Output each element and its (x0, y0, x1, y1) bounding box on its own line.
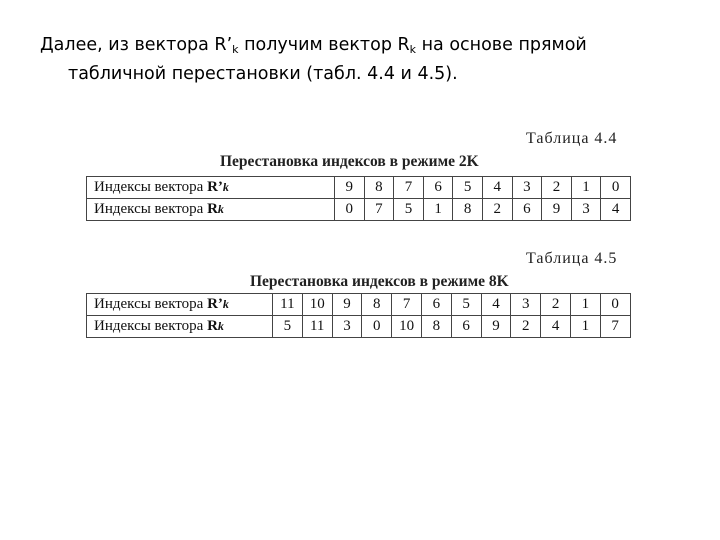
table-cell: 7 (394, 177, 424, 199)
intro-line-2: табличной перестановки (табл. 4.4 и 4.5). (68, 64, 458, 84)
table-cell: 2 (542, 177, 572, 199)
table-cell: 1 (570, 294, 600, 316)
table-cell: 6 (423, 177, 453, 199)
table-4-4-title: Перестановка индексов в режиме 2K (220, 153, 479, 170)
table-cell: 5 (394, 199, 424, 221)
row-label-symbol: R (207, 201, 218, 217)
row-label (87, 199, 335, 221)
intro-line-1 (40, 33, 680, 62)
table-row (87, 294, 631, 316)
table-cell: 3 (512, 177, 542, 199)
table-cell: 2 (511, 316, 541, 338)
row-label (87, 177, 335, 199)
table-4-4-caption: Таблица 4.4 (526, 130, 618, 147)
table-cell: 4 (601, 199, 631, 221)
table-4-5-caption: Таблица 4.5 (526, 250, 618, 267)
intro-text: Далее, из вектора R’ (40, 35, 233, 55)
row-label-symbol: R’ (207, 179, 223, 195)
table-cell: 3 (571, 199, 601, 221)
row-label-subscript: k (222, 297, 229, 311)
table-cell: 11 (302, 316, 332, 338)
table-cell: 3 (332, 316, 362, 338)
table-cell: 8 (421, 316, 451, 338)
table-cell: 3 (511, 294, 541, 316)
row-label (87, 316, 273, 338)
table-row (87, 177, 631, 199)
row-label-symbol: R’ (207, 296, 223, 312)
table-cell: 11 (273, 294, 303, 316)
table-cell: 7 (600, 316, 630, 338)
table-row (87, 316, 631, 338)
row-label-symbol: R (207, 318, 218, 334)
table-cell: 7 (392, 294, 422, 316)
intro-text: на основе прямой (416, 35, 587, 55)
table-cell: 7 (364, 199, 394, 221)
table-cell: 1 (423, 199, 453, 221)
row-label-subscript: k (217, 202, 224, 216)
table-cell: 1 (571, 177, 601, 199)
intro-text: получим вектор R (238, 35, 410, 55)
table-cell: 9 (542, 199, 572, 221)
table-cell: 10 (392, 316, 422, 338)
table-cell: 5 (453, 177, 483, 199)
table-cell: 0 (362, 316, 392, 338)
row-label-subscript: k (217, 319, 224, 333)
table-4-4 (86, 176, 631, 221)
row-label-text: Индексы вектора (94, 318, 208, 334)
row-label-subscript: k (222, 180, 229, 194)
table-cell: 6 (451, 316, 481, 338)
table-cell: 9 (335, 177, 365, 199)
table-cell: 8 (362, 294, 392, 316)
row-label (87, 294, 273, 316)
table-cell: 0 (601, 177, 631, 199)
table-cell: 6 (421, 294, 451, 316)
table-4-5-title: Перестановка индексов в режиме 8K (250, 273, 509, 290)
table-cell: 5 (273, 316, 303, 338)
table-cell: 4 (541, 316, 571, 338)
row-label-text: Индексы вектора (94, 201, 208, 217)
table-cell: 8 (364, 177, 394, 199)
table-cell: 4 (481, 294, 511, 316)
table-cell: 4 (482, 177, 512, 199)
table-cell: 5 (451, 294, 481, 316)
table-cell: 0 (335, 199, 365, 221)
subscript: k (409, 43, 417, 56)
row-label-text: Индексы вектора (94, 179, 208, 195)
table-cell: 0 (600, 294, 630, 316)
table-row (87, 199, 631, 221)
table-cell: 9 (332, 294, 362, 316)
table-cell: 8 (453, 199, 483, 221)
table-4-5 (86, 293, 631, 338)
table-cell: 2 (541, 294, 571, 316)
subscript: k (232, 43, 239, 56)
table-cell: 10 (302, 294, 332, 316)
table-cell: 6 (512, 199, 542, 221)
table-cell: 9 (481, 316, 511, 338)
table-cell: 1 (570, 316, 600, 338)
table-cell: 2 (482, 199, 512, 221)
row-label-text: Индексы вектора (94, 296, 208, 312)
intro-paragraph (40, 33, 680, 86)
